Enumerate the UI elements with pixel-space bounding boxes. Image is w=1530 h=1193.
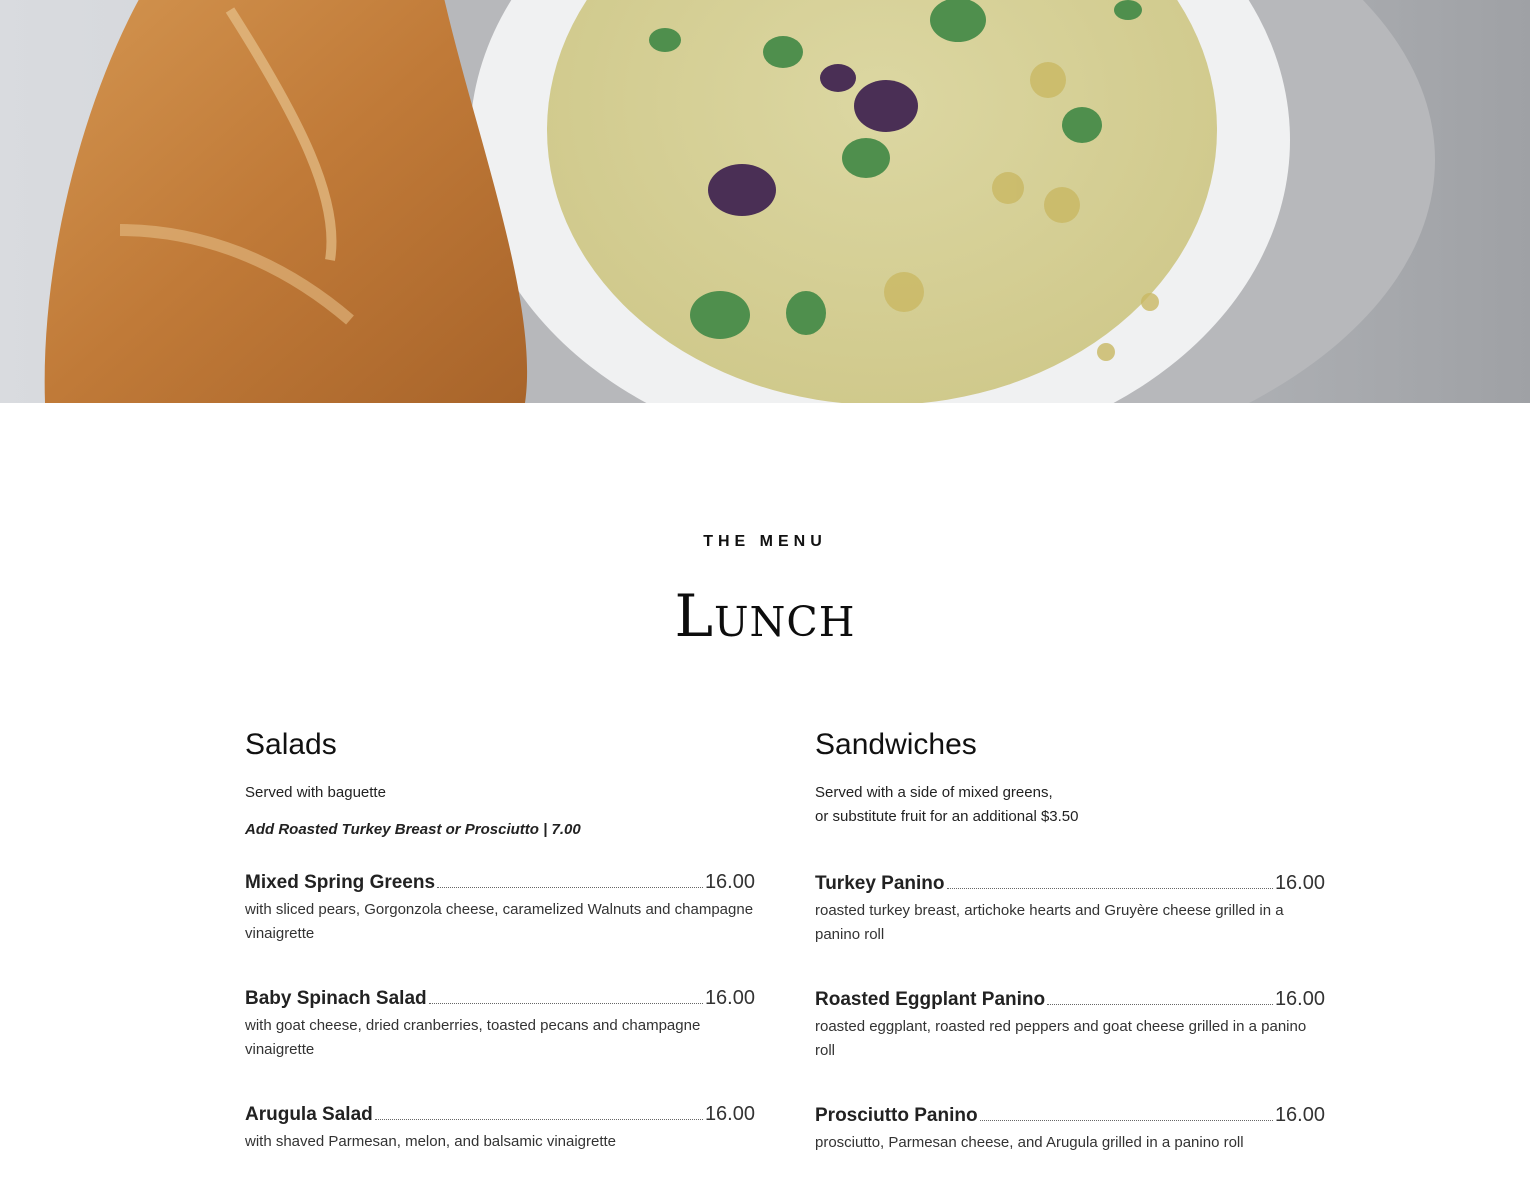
dotted-leader: [437, 887, 703, 888]
item-price: 16.00: [704, 987, 755, 1009]
item-price: 16.00: [1274, 872, 1325, 894]
item-description: with sliced pears, Gorgonzola cheese, caramelized Walnuts and champagne vinaigrette: [245, 901, 754, 942]
item-description: roasted eggplant, roasted red peppers and goat cheese grilled in a panino roll: [815, 1018, 1307, 1059]
sandwiches-note-line: or substitute fruit for an additional $3.50: [815, 808, 1079, 825]
item-description: prosciutto, Parmesan cheese, and Arugula grilled in a panino roll: [815, 1134, 1244, 1151]
item-price: 16.00: [704, 871, 755, 893]
salads-title: Salads: [245, 728, 337, 761]
menu-item: [245, 984, 755, 1062]
salads-addon: Add Roasted Turkey Breast or Prosciutto | 7.00: [245, 821, 581, 838]
menu-item: [815, 869, 1325, 947]
menu-item: [245, 868, 755, 946]
item-name: Turkey Panino: [815, 873, 945, 894]
menu-item: [815, 1101, 1325, 1155]
sandwiches-list: [815, 869, 1325, 1155]
item-price: 16.00: [1274, 1104, 1325, 1126]
hero-image: [0, 0, 1530, 403]
item-name: Arugula Salad: [245, 1104, 373, 1125]
salads-note: Served with baguette: [245, 784, 386, 801]
item-price: 16.00: [1274, 988, 1325, 1010]
dotted-leader: [947, 888, 1273, 889]
salads-list: [245, 868, 755, 1154]
menu-item: [815, 985, 1325, 1063]
item-name: Prosciutto Panino: [815, 1105, 978, 1126]
sandwiches-note: [815, 781, 1325, 829]
salads-section: [245, 726, 755, 1192]
item-price: 16.00: [704, 1103, 755, 1125]
dotted-leader: [1047, 1004, 1273, 1005]
item-name: Roasted Eggplant Panino: [815, 989, 1046, 1010]
page-title: Lunch: [674, 582, 856, 650]
item-name: Baby Spinach Salad: [245, 988, 427, 1009]
item-description: roasted turkey breast, artichoke hearts and Gruyère cheese grilled in a panino roll: [815, 902, 1284, 943]
item-description: with shaved Parmesan, melon, and balsamic vinaigrette: [245, 1133, 617, 1150]
item-name: Mixed Spring Greens: [245, 872, 436, 893]
sandwiches-title: Sandwiches: [815, 728, 977, 761]
item-description: with goat cheese, dried cranberries, toasted pecans and champagne vinaigrette: [245, 1017, 701, 1058]
dotted-leader: [429, 1003, 703, 1004]
sandwiches-note-line: Served with a side of mixed greens,: [815, 784, 1053, 801]
menu-item: [245, 1100, 755, 1154]
sandwiches-section: [815, 726, 1325, 1193]
dotted-leader: [375, 1119, 703, 1120]
menu-eyebrow: THE MENU: [703, 533, 827, 550]
dotted-leader: [980, 1120, 1273, 1121]
soup-and-baguette-photo: [0, 0, 1530, 403]
